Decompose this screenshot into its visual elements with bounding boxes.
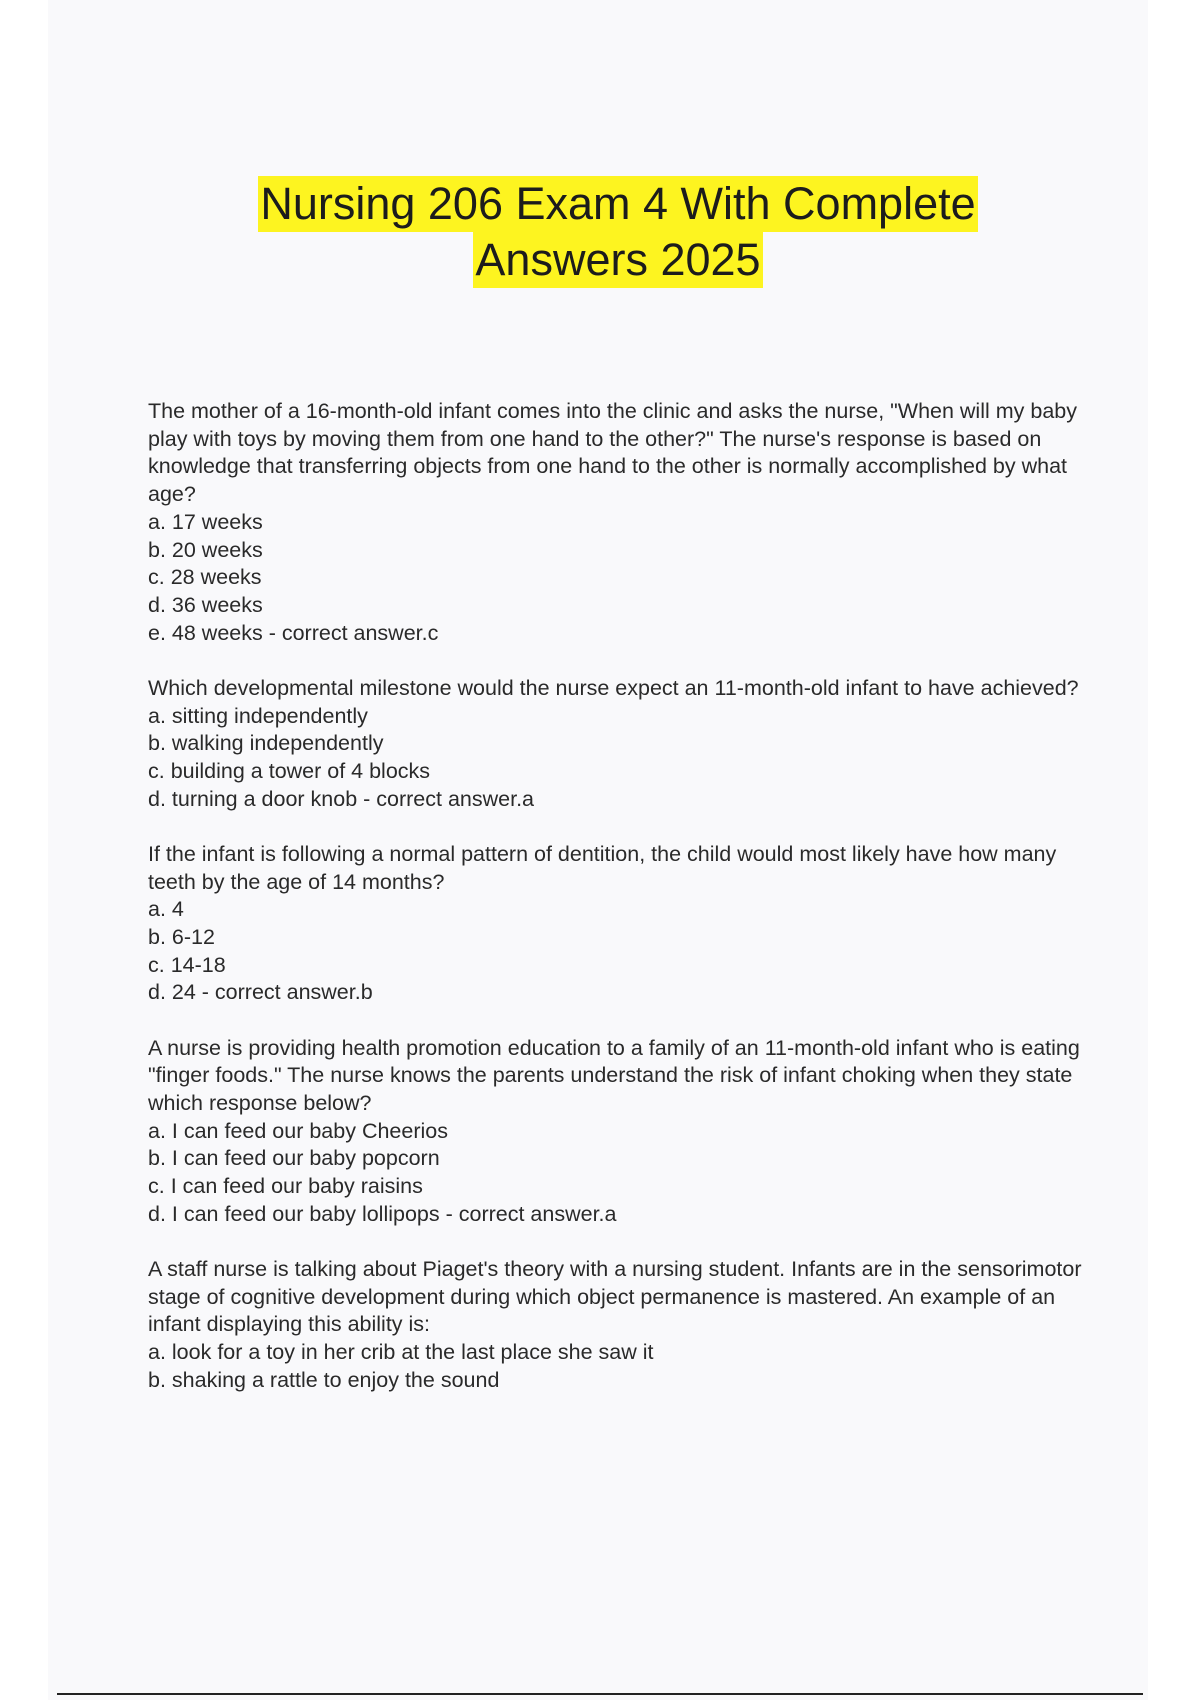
footer-divider xyxy=(57,1693,1143,1695)
question-3 xyxy=(148,841,1088,1007)
answer-option: a. 4 xyxy=(148,897,184,922)
question-list xyxy=(148,398,1088,1422)
title-line-2: Answers 2025 xyxy=(473,232,762,288)
answer-option: a. 17 weeks xyxy=(148,509,263,534)
answer-option: c. building a tower of 4 blocks xyxy=(148,758,431,783)
answer-option: e. 48 weeks - correct answer.c xyxy=(148,620,439,645)
answer-option: d. I can feed our baby lollipops - correct answer.a xyxy=(148,1201,617,1226)
question-stem: A staff nurse is talking about Piaget's theory with a nursing student. Infants are in the sensorimotor stage of cognitive development during which object permanence is mastered. An example of an infant displaying this ability is: xyxy=(148,1256,1082,1337)
question-stem: A nurse is providing health promotion education to a family of an 11-month-old infant who is eating "finger foods." The nurse knows the parents understand the risk of infant choking when they state which response below? xyxy=(148,1035,1080,1115)
answer-option: d. 24 - correct answer.b xyxy=(148,980,373,1005)
answer-option: c. 28 weeks xyxy=(148,565,262,590)
answer-option: b. I can feed our baby popcorn xyxy=(148,1146,440,1171)
answer-option: c. I can feed our baby raisins xyxy=(148,1174,423,1199)
answer-option: d. turning a door knob - correct answer.a xyxy=(148,786,535,811)
answer-option: c. 14-18 xyxy=(148,952,226,977)
title-line-1: Nursing 206 Exam 4 With Complete xyxy=(258,176,977,232)
answer-option: a. I can feed our baby Cheerios xyxy=(148,1118,448,1143)
answer-option: b. 20 weeks xyxy=(148,537,263,562)
answer-option: d. 36 weeks xyxy=(148,592,263,617)
question-stem: The mother of a 16-month-old infant comes into the clinic and asks the nurse, "When will my baby play with toys by moving them from one hand to the other?" The nurse's response is based on knowledge that transferring objects from one hand to the other is normally accomplished by what age? xyxy=(148,399,1077,507)
question-1 xyxy=(148,398,1088,647)
answer-option: b. shaking a rattle to enjoy the sound xyxy=(148,1367,500,1392)
question-2 xyxy=(148,675,1088,814)
answer-option: a. look for a toy in her crib at the last place she saw it xyxy=(148,1340,654,1365)
document-title xyxy=(0,176,1200,288)
answer-option: b. 6-12 xyxy=(148,924,215,949)
question-stem: Which developmental milestone would the nurse expect an 11-month-old infant to have achieved? xyxy=(148,675,1079,700)
answer-option: a. sitting independently xyxy=(148,703,368,728)
question-stem: If the infant is following a normal pattern of dentition, the child would most likely have how many teeth by the age of 14 months? xyxy=(148,841,1057,894)
answer-option: b. walking independently xyxy=(148,731,384,756)
question-5 xyxy=(148,1256,1088,1395)
question-4 xyxy=(148,1035,1088,1229)
